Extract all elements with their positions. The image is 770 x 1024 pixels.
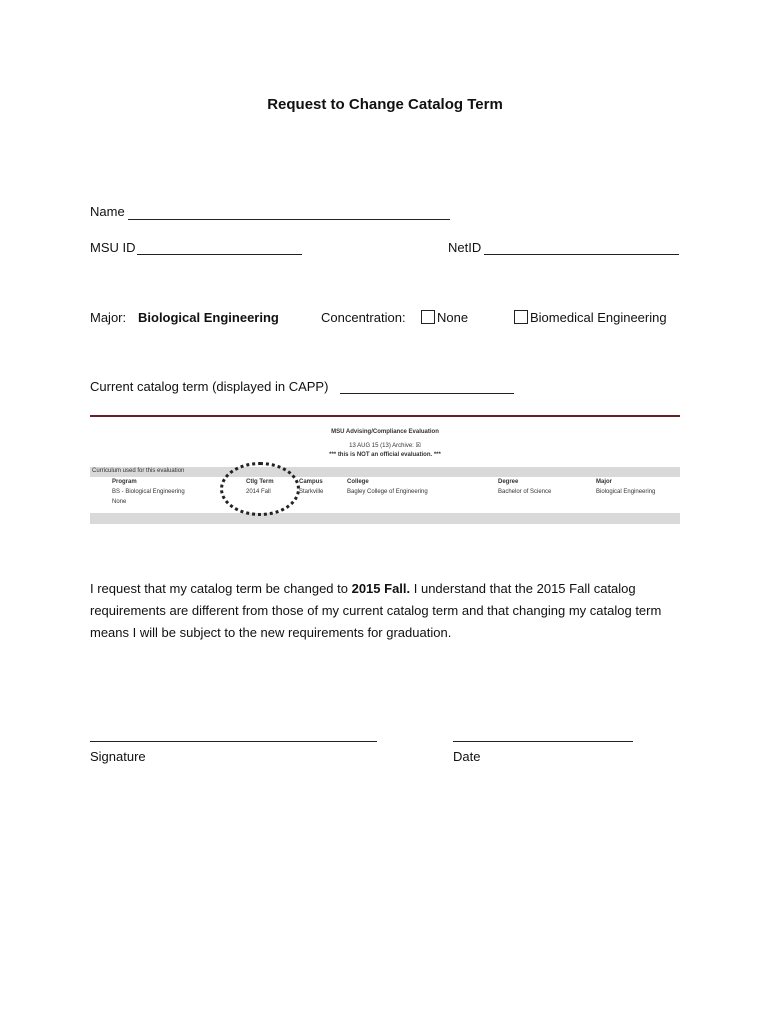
option-none[interactable] [421,310,468,325]
statement-part1: I request that my catalog term be changed to [90,581,352,596]
capp-header-campus: Campus [299,479,323,485]
capp-header-major: Major [596,479,613,485]
capp-cell-major: Biological Engineering [596,489,656,495]
current-catalog-field[interactable] [340,393,514,394]
date-line[interactable] [453,741,633,742]
signature-line[interactable] [90,741,377,742]
capp-notice: *** this is NOT an official evaluation. *** [329,452,441,458]
page-title: Request to Change Catalog Term [267,96,503,113]
capp-band [90,467,680,477]
biomedical-checkbox[interactable] [514,310,528,324]
major-value: Biological Engineering [138,310,279,325]
capp-band-bottom [90,513,680,524]
capp-band-label: Curriculum used for this evaluation [92,468,185,474]
request-statement [90,578,690,644]
option-none-label: None [437,310,469,325]
capp-cell-program: BS - Biological Engineering [112,489,185,495]
netid-field[interactable] [484,254,679,255]
capp-header-degree: Degree [498,479,519,485]
none-checkbox[interactable] [421,310,435,324]
capp-title: MSU Advising/Compliance Evaluation [331,429,439,435]
capp-cell-ctlg-term: 2014 Fall [246,489,271,495]
capp-cell-degree: Bachelor of Science [498,489,552,495]
statement-term: 2015 Fall. [351,581,411,596]
highlight-circle [220,462,300,516]
capp-header-program: Program [112,479,137,485]
name-field[interactable] [128,219,450,220]
divider-rule [90,415,680,417]
name-label: Name [90,204,125,219]
msu-id-field[interactable] [137,254,302,255]
concentration-label: Concentration: [321,310,406,325]
capp-date-line: 13 AUG 15 (13) Archive: ☒ [349,443,421,449]
capp-cell-program-2: None [112,499,127,505]
capp-header-college: College [347,479,369,485]
date-label: Date [453,749,481,764]
msu-id-label: MSU ID [90,240,136,255]
option-biomedical[interactable] [514,310,667,325]
signature-label: Signature [90,749,146,764]
option-biomedical-label: Biomedical Engineering [530,310,667,325]
current-catalog-label: Current catalog term (displayed in CAPP) [90,379,329,394]
capp-header-ctlg-term: Ctlg Term [246,479,274,485]
capp-cell-campus: Starkville [299,489,324,495]
capp-excerpt [90,424,680,528]
netid-label: NetID [448,240,482,255]
capp-cell-college: Bagley College of Engineering [347,489,428,495]
major-label: Major: [90,310,127,325]
statement-part2: I understand that the 2015 Fall catalog requirements are different from those of my current catalog term and that changing my catalog term means I will be subject to the new requirements for graduation. [90,581,662,640]
